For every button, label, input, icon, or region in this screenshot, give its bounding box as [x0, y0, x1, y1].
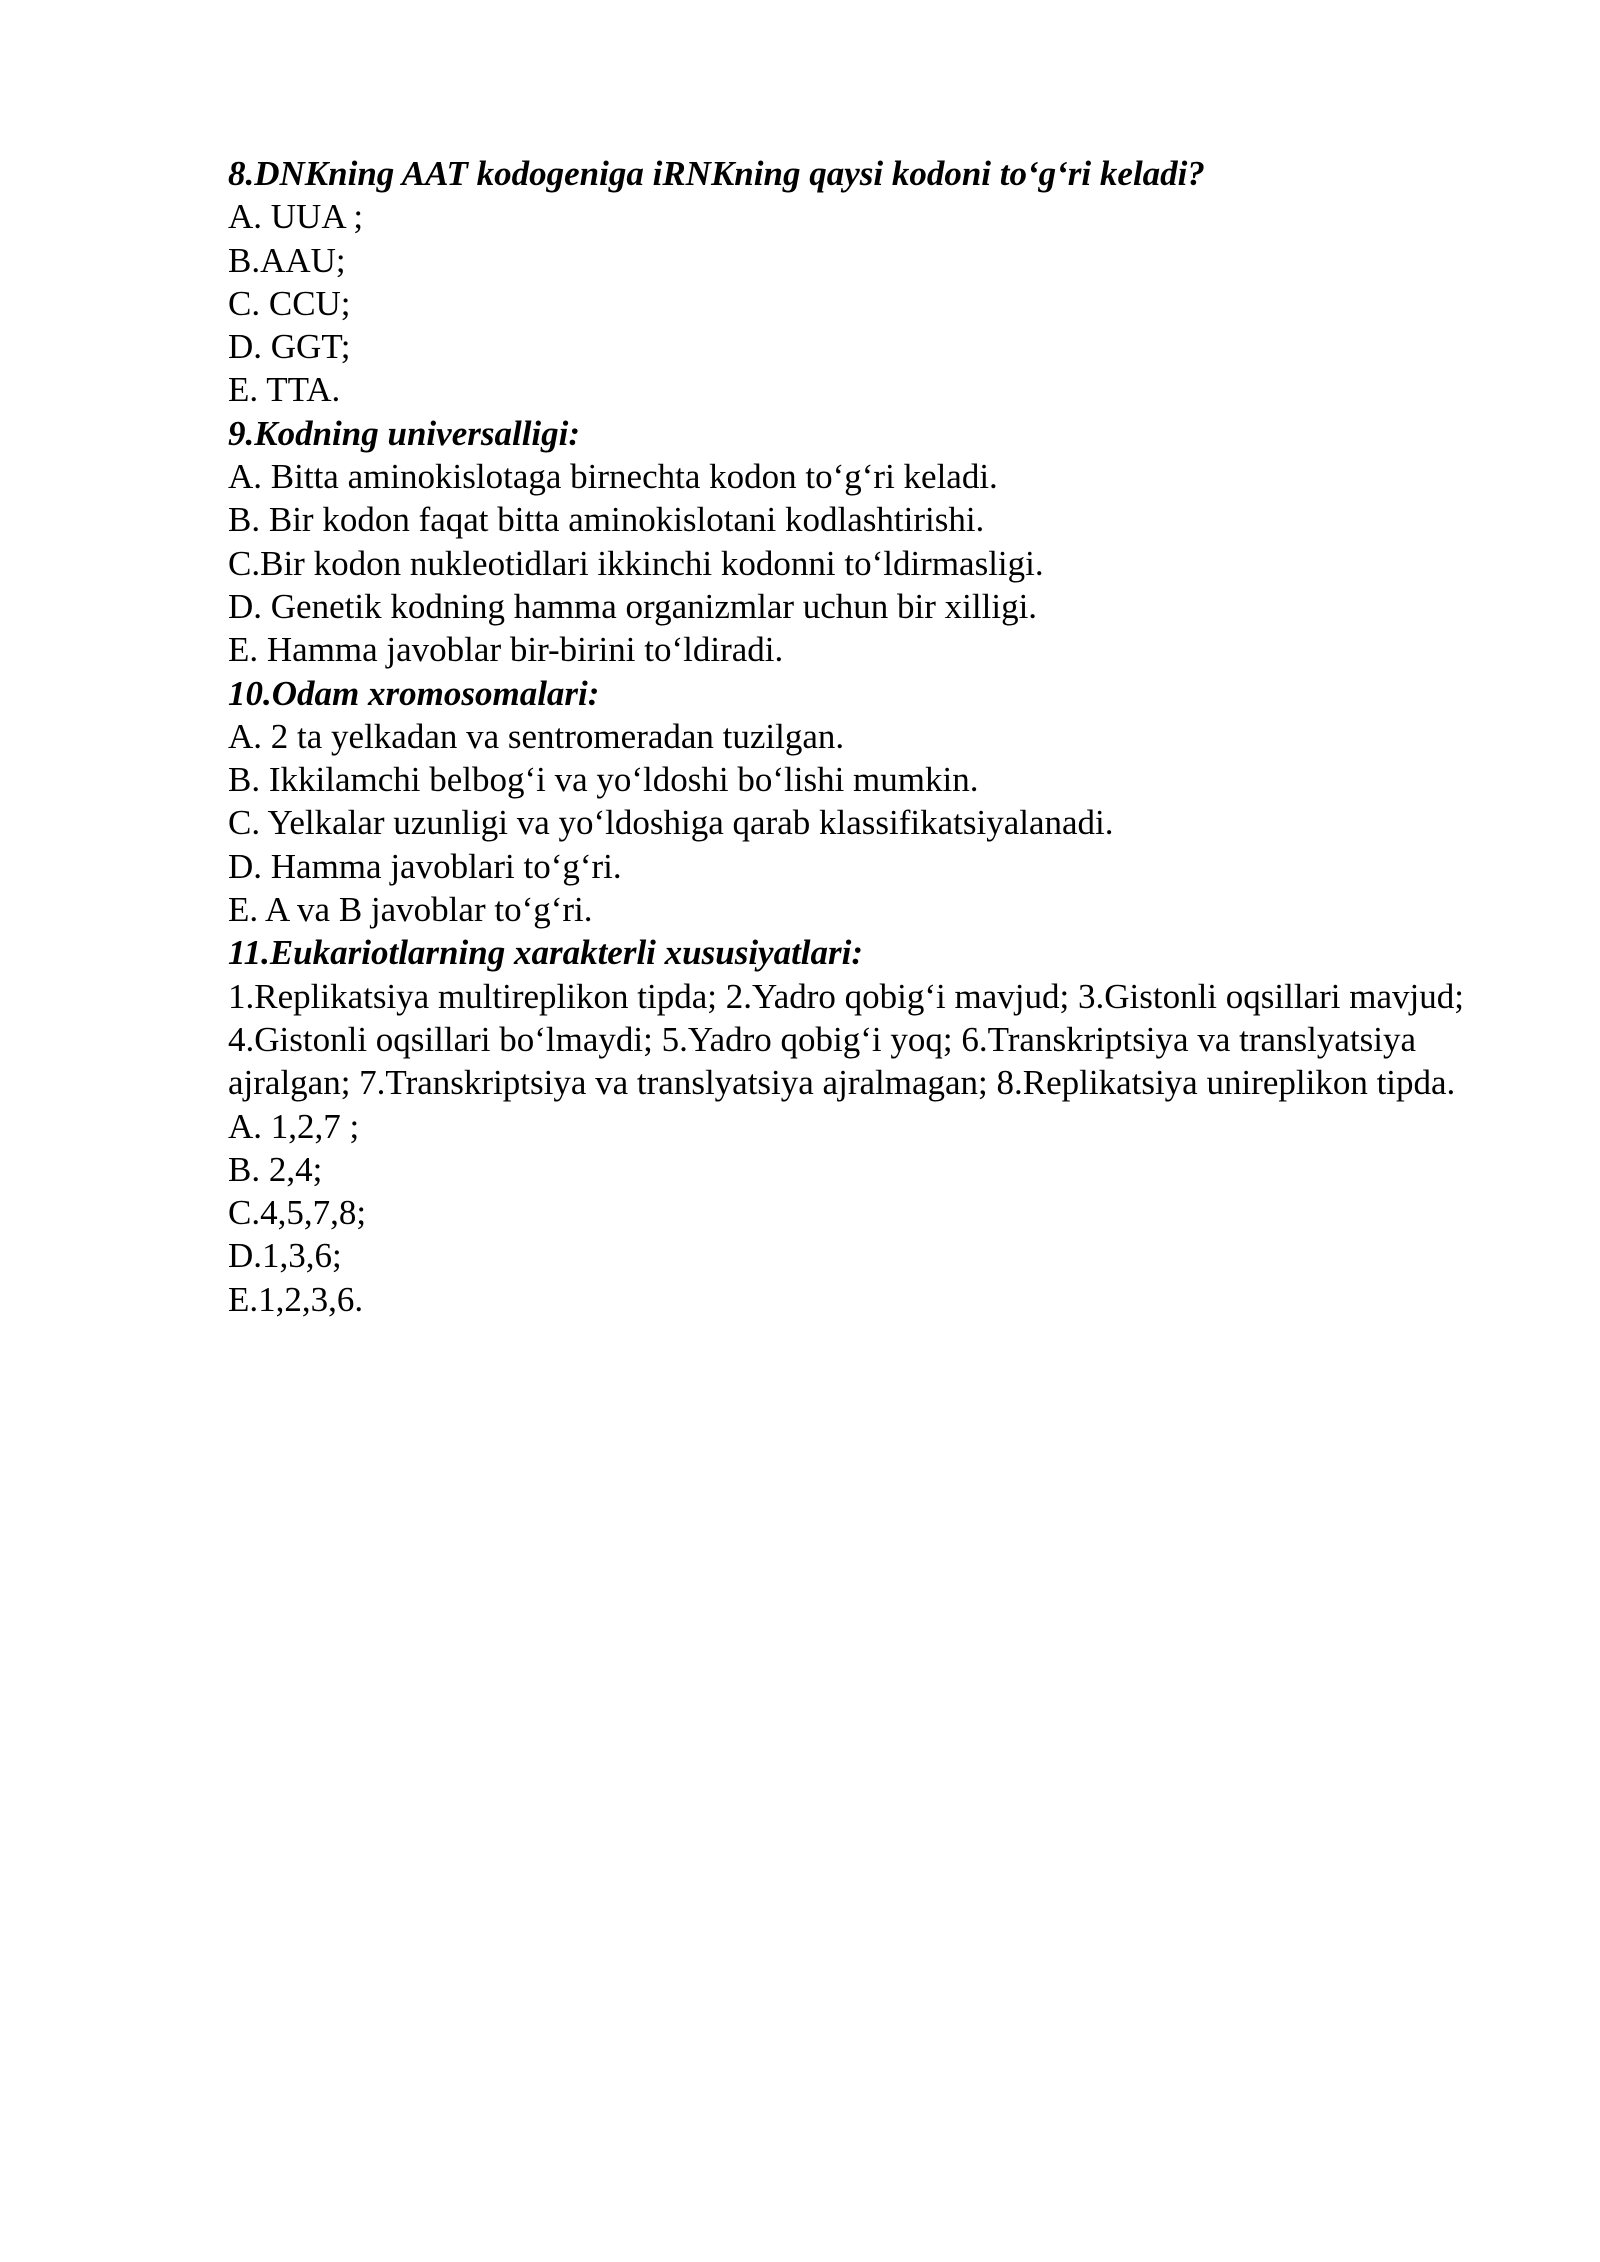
question-10: [228, 672, 1478, 932]
question-11: [228, 931, 1478, 1321]
answer-option: C. Yelkalar uzunligi va yo‘ldoshiga qarab klassifikatsiyalanadi.: [228, 803, 1114, 843]
answer-option: D. GGT;: [228, 327, 351, 367]
answer-option: D. Genetik kodning hamma organizmlar uchun bir xilligi.: [228, 586, 1038, 626]
option-list: [228, 1105, 1478, 1321]
answer-option: D.1,3,6;: [228, 1236, 342, 1276]
answer-option: A. 1,2,7 ;: [228, 1106, 360, 1146]
answer-option: E. TTA.: [228, 370, 341, 410]
question-title: 10.Odam xromosomalari:: [228, 673, 600, 713]
answer-option: A. 2 ta yelkadan va sentromeradan tuzilgan.: [228, 716, 845, 756]
question-title: 11.Eukariotlarning xarakterli xususiyatlari:: [228, 933, 864, 973]
answer-option: B. Bir kodon faqat bitta aminokislotani kodlashtirishi.: [228, 500, 985, 540]
answer-option: E.1,2,3,6.: [228, 1279, 364, 1319]
option-list: [228, 455, 1478, 671]
answer-option: A. Bitta aminokislotaga birnechta kodon to‘g‘ri keladi.: [228, 457, 998, 497]
question-statement: 1.Replikatsiya multireplikon tipda; 2.Yadro qobig‘i mavjud; 3.Gistonli oqsillari mavjud; 4.Gistonli oqsillari bo‘lmaydi; 5.Yadro qobig‘i yoq; 6.Transkriptsiya va translyatsiya ajralgan; 7.Transkriptsiya va translyatsiya ajralmagan; 8.Replikatsiya unireplikon tipda.: [228, 976, 1464, 1103]
answer-option: E. Hamma javoblar bir-birini to‘ldiradi.: [228, 630, 784, 670]
answer-option: B. Ikkilamchi belbog‘i va yo‘ldoshi bo‘lishi mumkin.: [228, 760, 979, 800]
document-content: [228, 152, 1478, 1321]
question-title: 8.DNKning AAT kodogeniga iRNKning qaysi kodoni to‘g‘ri keladi?: [228, 154, 1205, 193]
answer-option: C. CCU;: [228, 283, 351, 323]
answer-option: C.4,5,7,8;: [228, 1193, 367, 1233]
answer-option: A. UUA ;: [228, 197, 364, 237]
answer-option: B. 2,4;: [228, 1149, 323, 1189]
answer-option: D. Hamma javoblari to‘g‘ri.: [228, 846, 622, 886]
option-list: [228, 715, 1478, 931]
option-list: [228, 195, 1478, 411]
answer-option: B.AAU;: [228, 240, 346, 280]
answer-option: C.Bir kodon nukleotidlari ikkinchi kodonni to‘ldirmasligi.: [228, 543, 1044, 583]
question-9: [228, 412, 1478, 672]
question-title: 9.Kodning universalligi:: [228, 413, 581, 453]
answer-option: E. A va B javoblar to‘g‘ri.: [228, 890, 593, 930]
question-8: [228, 152, 1478, 412]
